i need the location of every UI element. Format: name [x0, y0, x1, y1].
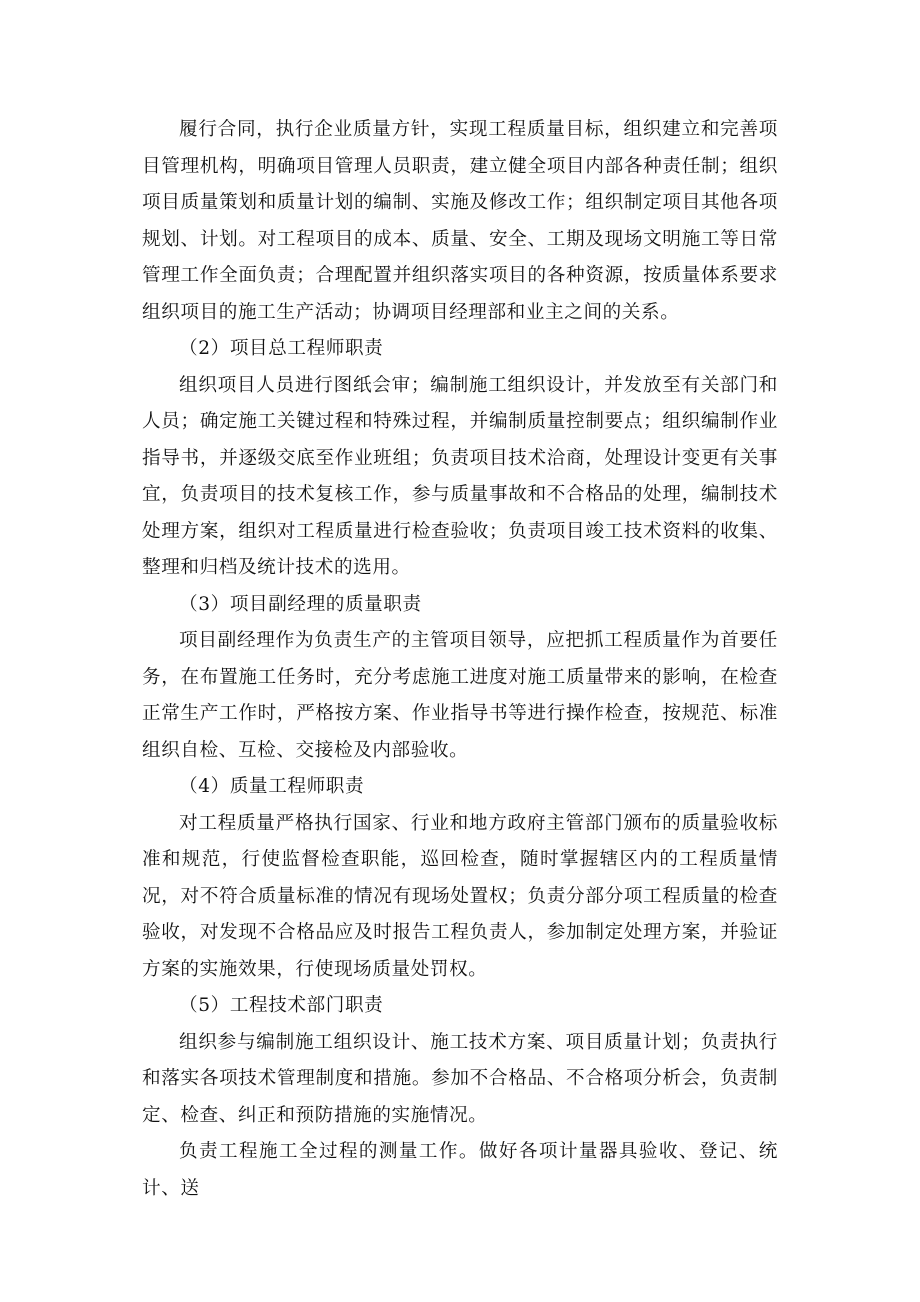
paragraph-deputy-manager-quality-duties: 项目副经理作为负责生产的主管项目领导，应把抓工程质量作为首要任务，在布置施工任务时，充分考虑施工进度对施工质量带来的影响，在检查正常生产工作时，严格按方案、作业指导书等进行操作检查，按规范、标准组织自检、互检、交接检及内部验收。: [142, 630, 778, 761]
heading-technical-department-duties: （5）工程技术部门职责: [179, 995, 384, 1016]
heading-deputy-manager-quality-duties: （3）项目副经理的质量职责: [179, 593, 422, 615]
heading-chief-engineer-duties: （2）项目总工程师职责: [179, 338, 384, 359]
paragraph-survey-measurement-duties: 负责工程施工全过程的测量工作。做好各项计量器具验收、登记、统计、送: [142, 1141, 778, 1199]
paragraph-chief-engineer-duties: 组织项目人员进行图纸会审；编制施工组织设计，并发放至有关部门和人员；确定施工关键过程和特殊过程，并编制质量控制要点；组织编制作业指导书，并逐级交底至作业班组；负责项目技术洽商，处理设计变更有关事宜，负责项目的技术复核工作，参与质量事故和不合格品的处理，编制技术处理方案，组织对工程质量进行检查验收；负责项目竣工技术资料的收集、整理和归档及统计技术的选用。: [142, 374, 778, 578]
document-body: [142, 112, 778, 1207]
paragraph-quality-engineer-duties: 对工程质量严格执行国家、行业和地方政府主管部门颁布的质量验收标准和规范，行使监督检查职能，巡回检查，随时掌握辖区内的工程质量情况，对不符合质量标准的情况有现场处置权；负责分部分项工程质量的检查验收，对发现不合格品应及时报告工程负责人，参加制定处理方案，并验证方案的实施效果，行使现场质量处罚权。: [142, 812, 778, 980]
paragraph-technical-department-duties: 组织参与编制施工组织设计、施工技术方案、项目质量计划；负责执行和落实各项技术管理制度和措施。参加不合格品、不合格项分析会，负责制定、检查、纠正和预防措施的实施情况。: [142, 1031, 778, 1126]
heading-quality-engineer-duties: （4）质量工程师职责: [179, 776, 365, 797]
paragraph-project-manager-duties: 履行合同，执行企业质量方针，实现工程质量目标，组织建立和完善项目管理机构，明确项目管理人员职责，建立健全项目内部各种责任制；组织项目质量策划和质量计划的编制、实施及修改工作；组织制定项目其他各项规划、计划。对工程项目的成本、质量、安全、工期及现场文明施工等日常管理工作全面负责；合理配置并组织落实项目的各种资源，按质量体系要求组织项目的施工生产活动；协调项目经理部和业主之间的关系。: [142, 119, 778, 323]
